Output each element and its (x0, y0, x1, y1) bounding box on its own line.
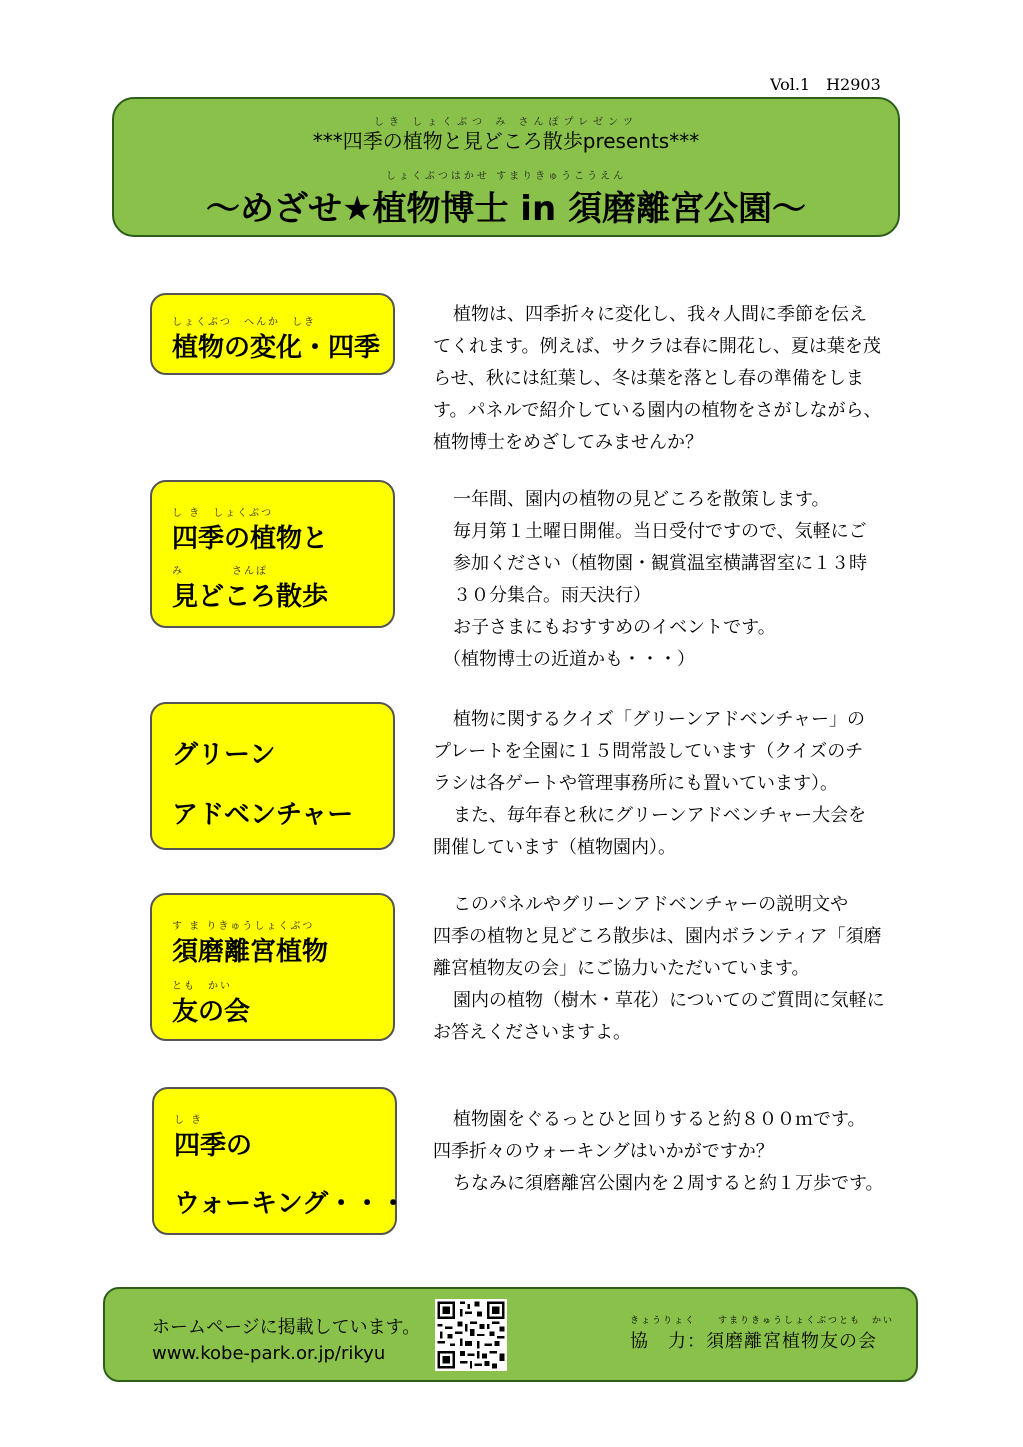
text-line: 一年間、園内の植物の見どころを散策します。 (453, 489, 830, 510)
title-banner (112, 97, 900, 237)
label-ruby: み さんぽ (172, 566, 268, 577)
version-label: Vol.1 H2903 (770, 75, 881, 94)
label-ruby: しょくぶつ へんか しき (172, 317, 316, 328)
subtitle: ***四季の植物と見どころ散歩presents*** (312, 129, 700, 153)
footer-banner (103, 1287, 918, 1382)
qr-code-icon[interactable] (435, 1299, 507, 1371)
label-line: 須磨離宮植物 (172, 937, 329, 967)
section-label-green-adventure (150, 702, 395, 850)
label-ruby: し き (174, 1115, 204, 1126)
text-line: このパネルやグリーンアドベンチャーの説明文や (453, 894, 849, 915)
label-ruby: す ま りきゅうしょくぶつ (172, 921, 315, 932)
section-label-walking (152, 1087, 407, 1235)
page-title: ～めざせ★植物博士 in 須磨離宮公園～ (205, 189, 806, 229)
text-line: 植物に関するクイズ「グリーンアドベンチャー」の (453, 709, 866, 730)
text-line: 参加ください（植物園・観賞温室横講習室に１３時 (453, 553, 867, 574)
credit-ruby: きょうりょく すまりきゅうしょくぶつとも かい (630, 1316, 895, 1326)
text-line: らせ、秋には紅葉し、冬は葉を落とし春の準備をしま (433, 368, 864, 389)
homepage-text: ホームページに掲載しています。 (152, 1317, 421, 1338)
text-line: （植物博士の近道かも・・・） (443, 649, 695, 670)
label-line: 四季の (174, 1131, 253, 1161)
text-line: ちなみに須磨離宮公園内を２周すると約１万歩です。 (453, 1173, 884, 1194)
text-line: 園内の植物（樹木・草花）についてのご質問に気軽に (453, 990, 885, 1011)
text-line: お答えくださいますよ。 (433, 1022, 631, 1043)
text-line: 植物は、四季折々に変化し、我々人間に季節を伝え (453, 304, 867, 325)
text-line: また、毎年春と秋にグリーンアドベンチャー大会を (453, 805, 867, 826)
label-line: 植物の変化・四季 (172, 333, 381, 363)
text-line: 四季折々のウォーキングはいかがですか？ (433, 1141, 774, 1162)
section-label-seasonal-walk (150, 480, 395, 628)
label-line: 四季の植物と (172, 524, 329, 554)
section-label-friends-club (150, 893, 395, 1041)
label-line: グリーン (172, 740, 276, 770)
label-ruby: とも かい (172, 981, 232, 992)
text-line: 開催しています（植物園内）。 (433, 837, 676, 858)
text-line: 植物園をぐるっとひと回りすると約８００ｍです。 (453, 1109, 866, 1130)
text-line: 四季の植物と見どころ散歩は、園内ボランティア「須磨 (433, 926, 882, 947)
label-line: 見どころ散歩 (172, 582, 329, 612)
subtitle-ruby: しき しょくぶつ み さんぽプレゼンツ (373, 117, 639, 128)
text-line: てくれます。例えば、サクラは春に開花し、夏は葉を茂 (433, 336, 881, 357)
section-label-plant-change (150, 293, 395, 375)
label-ruby: し き しょくぶつ (172, 508, 274, 519)
text-line: 離宮植物友の会」にご協力いただいています。 (433, 958, 810, 979)
title-ruby: しょくぶつはかせ すまりきゅうこうえん (385, 171, 627, 182)
text-line: す。パネルで紹介している園内の植物をさがしながら、 (433, 400, 882, 421)
label-line: ウォーキング・・・ (174, 1189, 407, 1219)
text-line: ３０分集合。雨天決行） (453, 585, 651, 606)
label-line: アドベンチャー (172, 800, 354, 830)
text-line: プレートを全園に１５問常設しています（クイズのチ (433, 741, 864, 762)
homepage-url[interactable]: www.kobe-park.or.jp/rikyu (152, 1343, 386, 1364)
credit-text: 協 力：須磨離宮植物友の会 (630, 1331, 877, 1352)
text-line: 毎月第１土曜日開催。当日受付ですので、気軽にご (453, 521, 867, 542)
text-line: 植物博士をめざしてみませんか？ (433, 432, 703, 453)
text-line: お子さまにもおすすめのイベントです。 (453, 617, 776, 638)
label-line: 友の会 (172, 997, 251, 1027)
text-line: ラシは各ゲートや管理事務所にも置いています）。 (433, 773, 838, 794)
